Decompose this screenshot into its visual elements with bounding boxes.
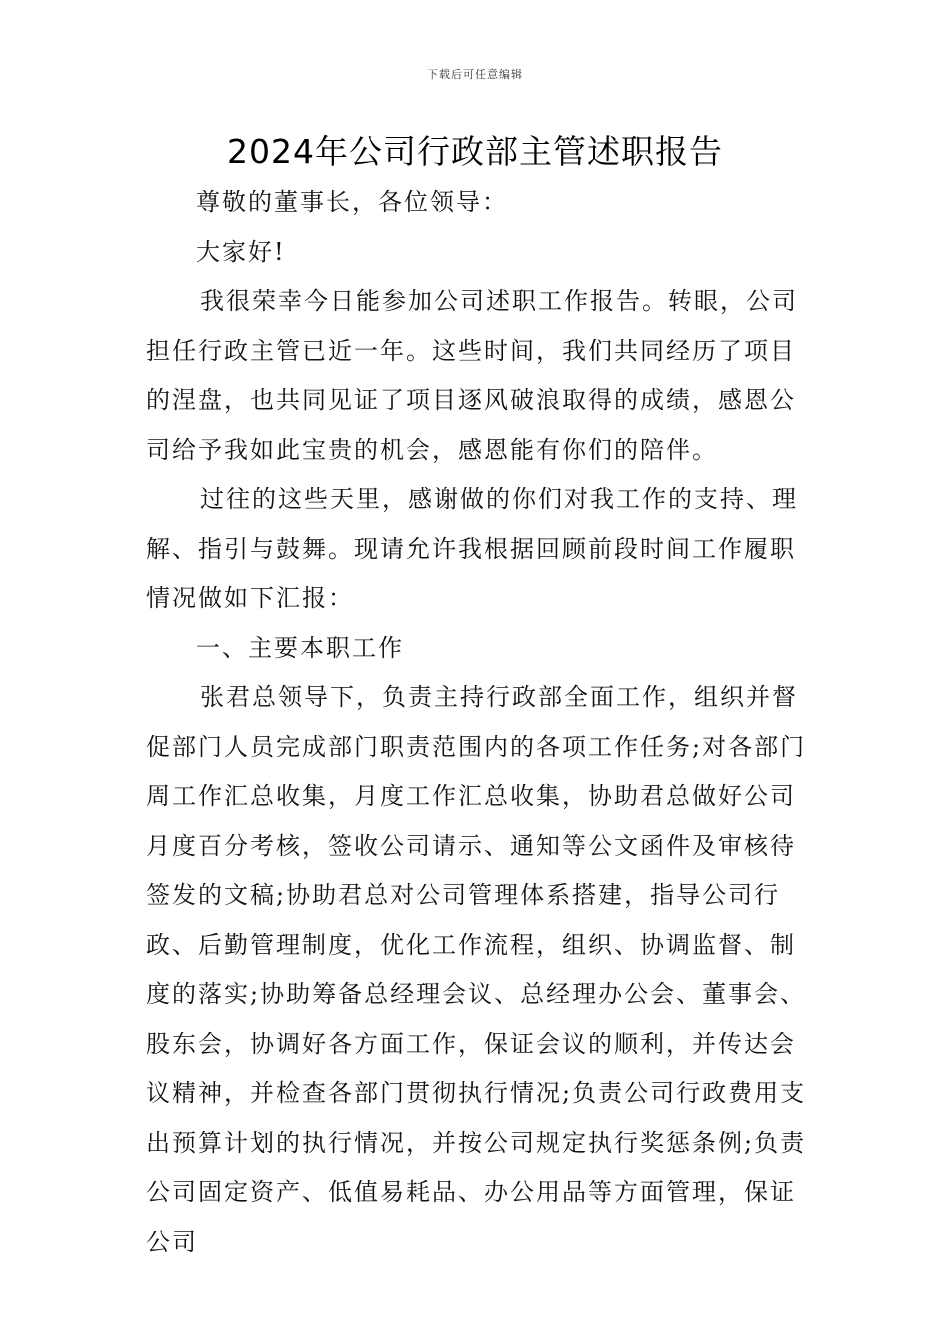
- body-paragraph: 张君总领导下，负责主持行政部全面工作，组织并督促部门人员完成部门职责范围内的各项工作任务;对各部门周工作汇总收集，月度工作汇总收集，协助君总做好公司月度百分考核，签收公司请示、通知等公文函件及审核待签发的文稿;协助君总对公司管理体系搭建，指导公司行政、后勤管理制度，优化工作流程，组织、协调监督、制度的落实;协助筹备总经理会议、总经理办公会、董事会、股东会，协调好各方面工作，保证会议的顺利，并传达会议精神，并检查各部门贯彻执行情况;负责公司行政费用支出预算计划的执行情况，并按公司规定执行奖惩条例;负责公司固定资产、低值易耗品、办公用品等方面管理，保证公司: [146, 683, 807, 1256]
- document-body: [146, 178, 816, 1267]
- salutation: 尊敬的董事长，各位领导：: [196, 188, 508, 216]
- body-paragraph: 我很荣幸今日能参加公司述职工作报告。转眼，公司担任行政主管已近一年。这些时间，我们共同经历了项目的涅盘，也共同见证了项目逐风破浪取得的成绩，感恩公司给予我如此宝贵的机会，感恩能有你们的陪伴。: [146, 287, 798, 464]
- section-heading: 一、主要本职工作: [196, 633, 404, 662]
- document-title: 2024年公司行政部主管述职报告: [227, 132, 723, 171]
- body-paragraph: 过往的这些天里，感谢做的你们对我工作的支持、理解、指引与鼓舞。现请允许我根据回顾前段时间工作履职情况做如下汇报：: [146, 485, 798, 612]
- greeting: 大家好!: [196, 237, 286, 266]
- header-note: 下载后可任意编辑: [427, 68, 523, 81]
